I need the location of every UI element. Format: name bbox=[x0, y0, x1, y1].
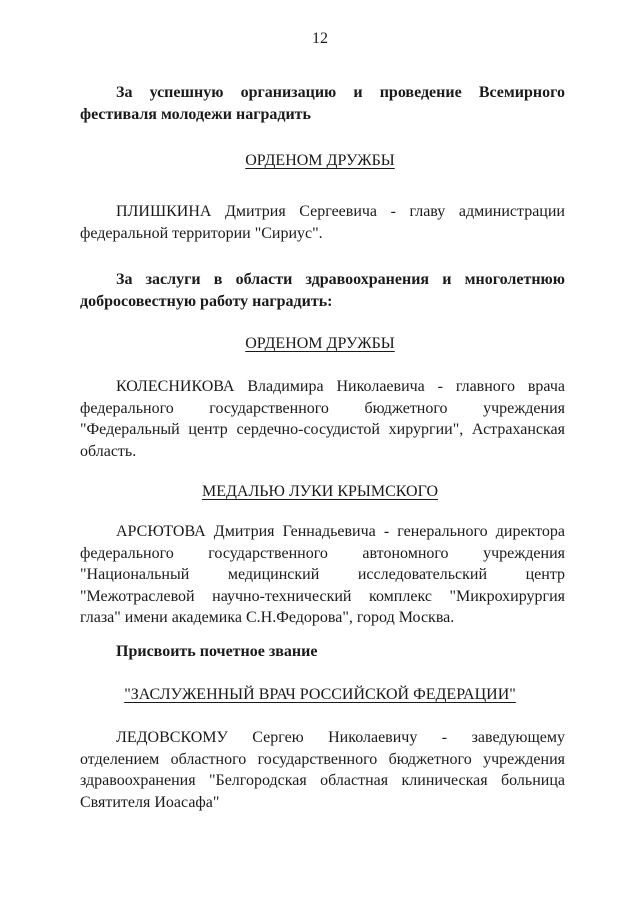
recipient-line: "Межотраслевой научно-технический комплекс "Микрохирургия bbox=[80, 587, 565, 605]
recipient-plishkin bbox=[80, 201, 565, 244]
recipient-line: "Федеральный центр сердечно-сосудистой хирургии", Астраханская bbox=[80, 421, 565, 438]
recipient-line: федерального государственного автономного учреждения bbox=[80, 544, 565, 562]
recipient-line: область. bbox=[80, 442, 137, 460]
award-intro-festival bbox=[80, 82, 565, 125]
recipient-arsyutov bbox=[80, 521, 565, 629]
award-intro-healthcare bbox=[80, 269, 565, 312]
recipient-ledovskoy bbox=[80, 727, 565, 813]
honorary-title-intro: Присвоить почетное звание bbox=[116, 643, 318, 660]
honorary-title-heading: "ЗАСЛУЖЕННЫЙ ВРАЧ РОССИЙСКОЙ ФЕДЕРАЦИИ" bbox=[124, 686, 516, 703]
recipient-line: отделением областного государственного бюджетного учреждения bbox=[80, 750, 565, 768]
recipient-line: "Национальный медицинский исследовательский центр bbox=[80, 566, 565, 583]
page-number: 12 bbox=[312, 30, 328, 47]
recipient-kolesnikov bbox=[80, 376, 565, 462]
recipient-line: федеральной территории "Сириус". bbox=[80, 224, 323, 242]
award-heading-order-of-friendship-2: ОРДЕНОМ ДРУЖБЫ bbox=[245, 335, 395, 352]
recipient-line: ПЛИШКИНА Дмитрия Сергеевича - главу администрации bbox=[116, 203, 565, 220]
intro-line: За заслуги в области здравоохранения и многолетнюю bbox=[116, 271, 565, 288]
recipient-line: АРСЮТОВА Дмитрия Геннадьевича - генерального директора bbox=[116, 523, 565, 540]
recipient-line: ЛЕДОВСКОМУ Сергею Николаевичу - заведующему bbox=[116, 729, 565, 746]
recipient-line: федерального государственного бюджетного учреждения bbox=[80, 399, 565, 417]
recipient-line: глаза" имени академика С.Н.Федорова", город Москва. bbox=[80, 609, 455, 626]
award-heading-order-of-friendship: ОРДЕНОМ ДРУЖБЫ bbox=[245, 152, 395, 169]
intro-line: фестиваля молодежи наградить bbox=[80, 105, 311, 123]
intro-line: добросовестную работу наградить: bbox=[80, 292, 333, 310]
recipient-line: Святителя Иоасафа" bbox=[80, 793, 220, 811]
intro-line: За успешную организацию и проведение Всемирного bbox=[116, 84, 565, 101]
award-heading-luka-krymsky-medal: МЕДАЛЬЮ ЛУКИ КРЫМСКОГО bbox=[201, 483, 438, 500]
recipient-line: КОЛЕСНИКОВА Владимира Николаевича - главного врача bbox=[116, 378, 565, 395]
recipient-line: здравоохранения "Белгородская областная клиническая больница bbox=[80, 772, 565, 789]
